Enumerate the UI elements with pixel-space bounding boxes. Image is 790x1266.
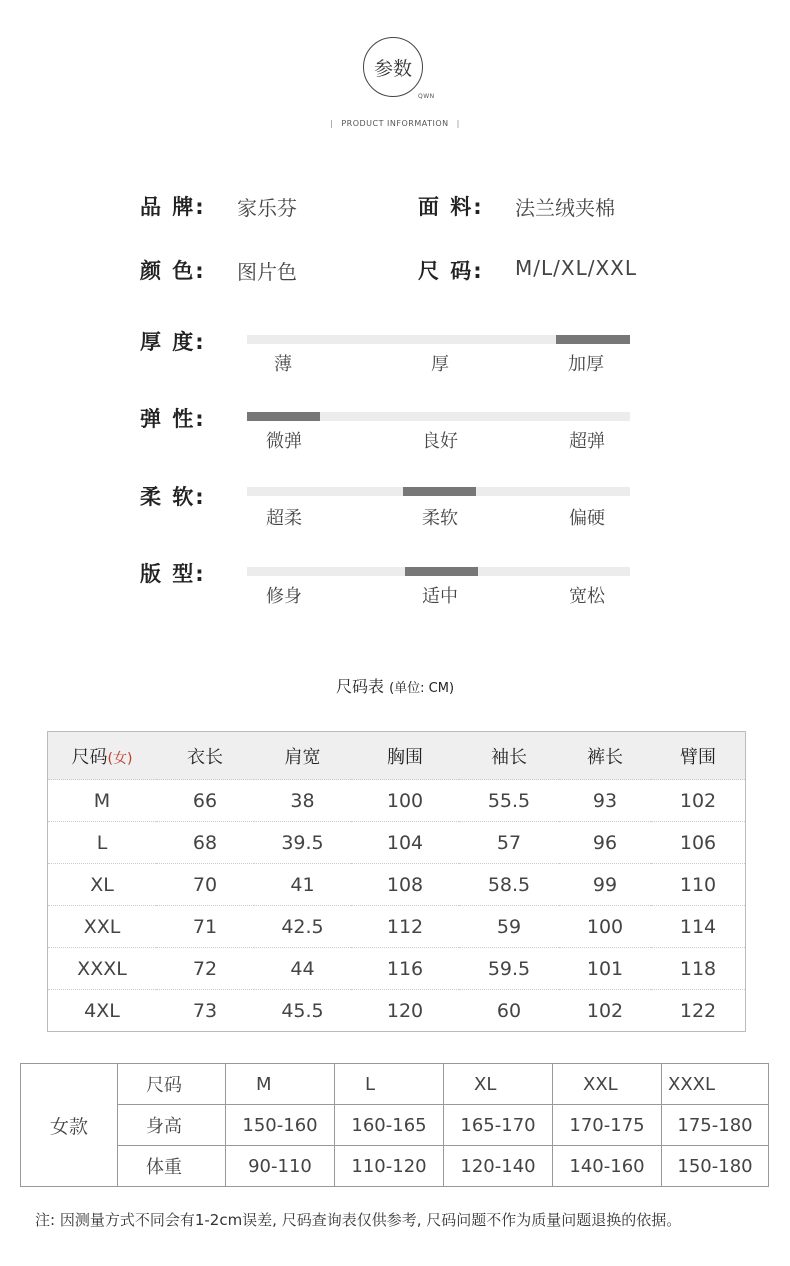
table-cell: 110 [651,864,746,906]
header-shoulder: 肩宽 [254,732,351,780]
softness-option-soft: 柔软 [422,508,458,529]
thickness-label: 厚 度: [140,330,206,354]
section-subtitle [0,119,790,128]
table-cell: 150-160 [226,1105,335,1146]
header-length: 衣长 [156,732,254,780]
fit-option-regular: 适中 [422,586,458,607]
table-cell: 150-180 [662,1146,769,1187]
header-size-tag: (女) [107,750,133,767]
softness-label: 柔 软: [140,485,206,509]
color-label: 颜 色: [140,259,206,283]
size-label: 尺 码: [418,259,484,283]
elasticity-option-slight: 微弹 [266,431,302,452]
badge-title: 参数 [373,57,412,80]
fit-row-label: 尺码 [118,1064,226,1105]
fit-reference-table [20,1063,769,1187]
table-cell: 170-175 [553,1105,662,1146]
table-row [48,948,746,990]
elasticity-track [247,412,630,421]
fit-option-slim: 修身 [266,586,302,607]
table-cell: 99 [559,864,651,906]
table-cell: 110-120 [335,1146,444,1187]
table-cell: 96 [559,822,651,864]
table-cell: 104 [351,822,459,864]
disclaimer-note: 注: 因测量方式不同会有1-2cm误差, 尺码查询表仅供参考, 尺码问题不作为质量问题退换的依据。 [35,1211,682,1229]
table-cell: 106 [651,822,746,864]
fabric-value: 法兰绒夹棉 [515,196,615,220]
fit-row-height [21,1105,769,1146]
table-cell: 100 [351,780,459,822]
table-cell: 108 [351,864,459,906]
table-cell: XXXL [662,1064,769,1105]
fabric-label: 面 料: [418,195,484,219]
table-cell: 114 [651,906,746,948]
brand-label: 品 牌: [140,195,206,219]
thickness-fill [556,335,630,344]
table-cell: 116 [351,948,459,990]
color-value: 图片色 [237,260,297,284]
table-cell: 160-165 [335,1105,444,1146]
table-cell: 58.5 [459,864,559,906]
section-badge [363,37,423,97]
fit-row-size [21,1064,769,1105]
elasticity-option-good: 良好 [422,431,458,452]
table-cell: 120-140 [444,1146,553,1187]
table-row [48,990,746,1032]
fit-label: 版 型: [140,562,206,586]
table-cell: 60 [459,990,559,1032]
softness-fill [403,487,476,496]
table-cell: 39.5 [254,822,351,864]
header-sleeve: 袖长 [459,732,559,780]
table-cell: M [226,1064,335,1105]
table-cell: 101 [559,948,651,990]
table-cell: 72 [156,948,254,990]
table-cell: 41 [254,864,351,906]
table-cell: 118 [651,948,746,990]
table-cell: XXL [48,906,157,948]
table-cell: 93 [559,780,651,822]
header-pants: 裤长 [559,732,651,780]
brand-value: 家乐芬 [237,196,297,220]
table-row [48,822,746,864]
fit-option-loose: 宽松 [569,586,605,607]
header-size [48,732,157,780]
header-arm: 臂围 [651,732,746,780]
elasticity-label: 弹 性: [140,407,206,431]
table-cell: XXXL [48,948,157,990]
table-cell: 59 [459,906,559,948]
table-cell: M [48,780,157,822]
size-table-title-text: 尺码表 [335,677,384,696]
header-chest: 胸围 [351,732,459,780]
elasticity-fill [247,412,320,421]
thickness-option-thick: 厚 [431,354,449,375]
table-cell: 122 [651,990,746,1032]
table-cell: 66 [156,780,254,822]
table-row [48,780,746,822]
table-cell: 68 [156,822,254,864]
fit-track [247,567,630,576]
fit-fill [405,567,478,576]
table-cell: 90-110 [226,1146,335,1187]
table-cell: XL [48,864,157,906]
table-cell: 45.5 [254,990,351,1032]
thickness-option-extra: 加厚 [568,354,604,375]
subtitle-text: PRODUCT INFORMATION [341,119,449,128]
table-cell: 57 [459,822,559,864]
table-row [48,864,746,906]
size-table [47,731,746,1032]
table-cell: XL [444,1064,553,1105]
table-cell: 38 [254,780,351,822]
table-cell: 112 [351,906,459,948]
table-cell: 120 [351,990,459,1032]
table-cell: XXL [553,1064,662,1105]
size-value: M/L/XL/XXL [515,256,638,280]
fit-group-label: 女款 [21,1064,118,1187]
softness-track [247,487,630,496]
table-cell: 100 [559,906,651,948]
size-table-title [0,674,790,697]
divider-right: | [456,119,460,128]
thickness-option-thin: 薄 [274,354,292,375]
table-cell: 4XL [48,990,157,1032]
table-cell: 102 [651,780,746,822]
table-cell: 44 [254,948,351,990]
table-cell: 73 [156,990,254,1032]
divider-left: | [330,119,334,128]
table-row [48,906,746,948]
elasticity-option-super: 超弹 [569,431,605,452]
table-cell: 175-180 [662,1105,769,1146]
fit-row-label: 体重 [118,1146,226,1187]
table-cell: L [48,822,157,864]
thickness-track [247,335,630,344]
fit-row-label: 身高 [118,1105,226,1146]
size-table-unit: (单位: CM) [389,681,455,696]
softness-option-firm: 偏硬 [569,508,605,529]
table-cell: 42.5 [254,906,351,948]
table-cell: 140-160 [553,1146,662,1187]
header-size-text: 尺码 [71,746,108,768]
softness-option-supersoft: 超柔 [266,508,302,529]
table-cell: 55.5 [459,780,559,822]
table-cell: 71 [156,906,254,948]
size-table-header-row [48,732,746,780]
badge-subtext: QWN [418,93,435,100]
table-cell: 102 [559,990,651,1032]
table-cell: 59.5 [459,948,559,990]
table-cell: 70 [156,864,254,906]
fit-row-weight [21,1146,769,1187]
table-cell: L [335,1064,444,1105]
table-cell: 165-170 [444,1105,553,1146]
